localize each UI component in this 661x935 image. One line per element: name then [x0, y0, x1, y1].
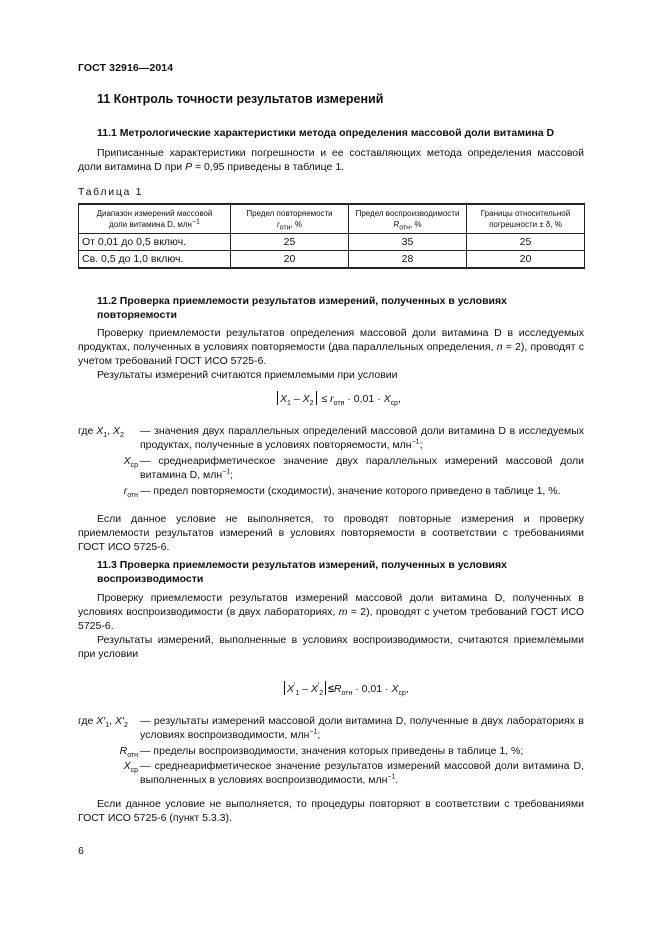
- definition-x1p-x2p: где $X'_1$, $X'_2$ — результаты измерений массовой доли витамина D, полученные в двух лабораториях в условиях воспроизводимости, млн$^{-1}$;: [78, 715, 584, 741]
- definition-r-rel: $r_{отн}$ — предел повторяемости (сходимости), значение которого приведено в таблице 1, %.: [123, 485, 561, 500]
- cell-range: От 0,01 до 0,5 включ.: [79, 234, 231, 251]
- subsection-11-3-condition-text: Результаты измерений, выполненные в условиях воспроизводимости, считаются приемлемыми при условии: [78, 634, 584, 660]
- subsection-11-3-title: 11.3 Проверка приемлемости результатов измерений, полученных в условиях воспроизводимости: [97, 559, 507, 585]
- definition-x-mean: $X_{ср}$ — среднеарифметическое значение двух параллельных измерений массовой доли витамина D, млн$^{-1}$;: [123, 455, 584, 481]
- subsection-11-2-paragraph: Проверку приемлемости результатов определения массовой доли витамина D в исследуемых продуктах, полученных в условиях повторяемости (два параллельных определения, n = 2), проводят с учетом требований ГОСТ ИСО 5725-6.: [78, 327, 584, 367]
- page-number: 6: [78, 845, 84, 857]
- cell-range: Св. 0,5 до 1,0 включ.: [79, 251, 231, 269]
- definition-R-rel: $R_{отн}$ — пределы воспроизводимости, значения которых приведены в таблице 1, %;: [119, 745, 524, 760]
- cell-delta: 20: [467, 251, 585, 269]
- cell-R: 35: [349, 234, 467, 251]
- table-header-row: [79, 204, 585, 234]
- definition-x1-x2: где $X_1$, $X_2$ — значения двух параллельных определений массовой доли витамина D в исследуемых продуктах, полученные в условиях повторяемости, млн$^{-1}$;: [78, 425, 584, 451]
- subsection-11-1-title: 11.1 Метрологические характеристики метода определения массовой доли витамина D: [97, 127, 555, 139]
- cell-r: 20: [231, 251, 349, 269]
- subsection-11-2-title: 11.2 Проверка приемлемости результатов измерений, полученных в условиях повторяемости: [97, 295, 507, 321]
- repeatability-formula: $X_1 - X_2 \le r_{отн} \cdot 0,01 \cdot X_{ср}$,: [275, 391, 401, 405]
- subsection-11-1-paragraph: Приписанные характеристики погрешности и ее составляющих метода определения массовой доли витамина D при P = 0,95 приведены в таблице 1.: [78, 147, 584, 173]
- subsection-11-2-note: Если данное условие не выполняется, то проводят повторные измерения и проверку приемлемости результатов измерений в условиях повторяемости в соответствии с требованиями ГОСТ ИСО 5725-6.: [78, 513, 584, 553]
- subsection-11-3-paragraph: Проверку приемлемости результатов измерений массовой доли витамина D, полученных в условиях воспроизводимости (в двух лабораториях, m = 2), проводят с учетом требований ГОСТ ИСО 5725-6.: [78, 592, 584, 632]
- standard-header: ГОСТ 32916—2014: [78, 62, 174, 74]
- table-row: [79, 251, 585, 269]
- definition-x-mean-repro: $X_{ср}$ — среднеарифметическое значение результатов измерений массовой доли витамина D, выполненных в условиях воспроизводимости, млн$^{-1}$.: [123, 760, 584, 786]
- header-repeatability: Предел повторяемости $r_{отн}$, %: [231, 204, 349, 234]
- reproducibility-formula: $X'_1 - X'_2 \le R_{отн} \cdot 0,01 \cdot X_{ср}$,: [282, 681, 409, 695]
- subsection-11-3-note: Если данное условие не выполняется, то процедуры повторяют в соответствии с требованиями ГОСТ ИСО 5725-6 (пункт 5.3.3).: [78, 798, 584, 824]
- section-title: 11 Контроль точности результатов измерений: [97, 92, 384, 106]
- table-row: [79, 234, 585, 251]
- cell-delta: 25: [467, 234, 585, 251]
- header-reproducibility: Предел воспроизводимости $R_{отн}$, %: [349, 204, 467, 234]
- table-caption: Таблица 1: [78, 186, 144, 198]
- header-range: Диапазон измерений массовой доли витамина D, млн$^{-1}$: [79, 204, 231, 234]
- cell-R: 28: [349, 251, 467, 269]
- cell-r: 25: [231, 234, 349, 251]
- subsection-11-2-condition-text: Результаты измерений считаются приемлемыми при условии: [97, 369, 398, 381]
- table-1: [78, 203, 585, 269]
- header-error-bounds: Границы относительной погрешности ± δ, %: [467, 204, 585, 234]
